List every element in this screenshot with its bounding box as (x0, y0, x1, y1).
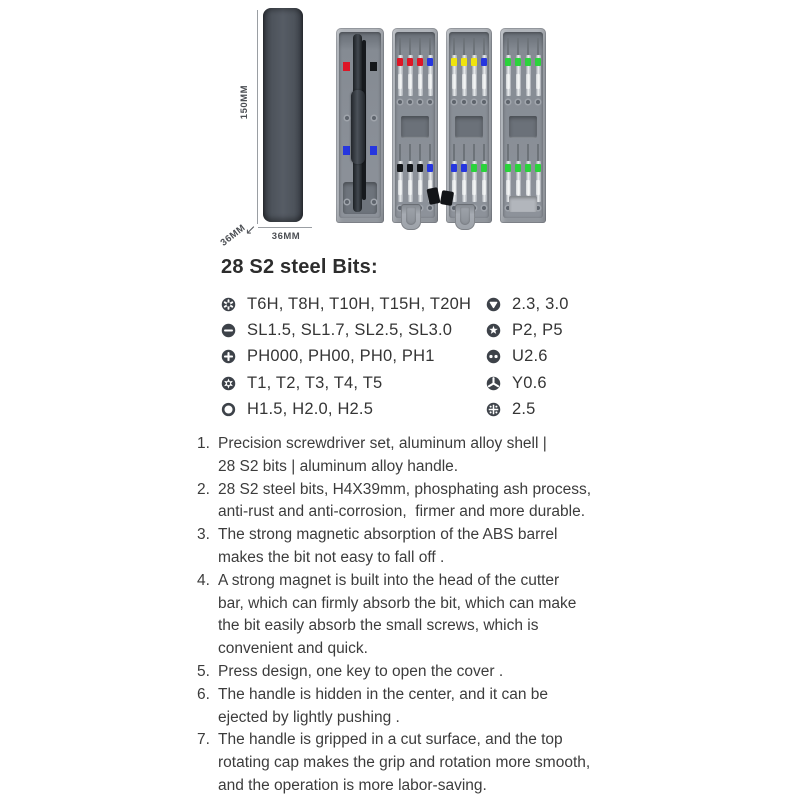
phillips-icon (221, 349, 236, 364)
width-dimension-line (258, 227, 312, 228)
triangle-icon (486, 297, 501, 312)
bit-color-band (481, 58, 487, 66)
bit-label (408, 180, 412, 195)
bit-label (516, 74, 520, 89)
bit-label (516, 180, 520, 195)
bit-color-band (515, 164, 521, 172)
screwdriver-bit (516, 38, 521, 96)
bit-label (418, 180, 422, 195)
bit-hole (428, 206, 432, 210)
bit-label (536, 180, 540, 195)
feature-line: bar, which can firmly absorb the bit, which can make (218, 594, 577, 612)
feature-line: makes the bit not easy to fall off . (218, 548, 445, 566)
bit-hole (482, 100, 486, 104)
bit-label (482, 180, 486, 195)
bit-color-band (525, 164, 531, 172)
feature-line: rotating cap makes the grip and rotation more smooth, (218, 754, 591, 772)
bits-row (503, 38, 543, 96)
width-dimension-label: 36MM (271, 231, 301, 242)
latch-part-2 (440, 190, 454, 206)
feature-line: Precision screwdriver set, aluminum alloy shell | (218, 435, 547, 452)
tray-middle-recess (509, 116, 537, 138)
feature-line: The handle is hidden in the center, and it can be (218, 685, 549, 703)
bit-trays (336, 28, 551, 238)
bit-row (486, 370, 569, 396)
bit-shaft (342, 40, 344, 62)
feature-item-6 (197, 684, 617, 730)
bit-label (462, 180, 466, 195)
screwdriver-bit (536, 144, 541, 202)
bit-tray-1 (336, 28, 384, 223)
bit-color-band (535, 164, 541, 172)
bit-sizes: PH000, PH00, PH0, PH1 (247, 347, 435, 366)
bit-row (486, 344, 569, 370)
feature-line: The strong magnetic absorption of the ABS barrel (218, 526, 558, 544)
bit-sizes: P2, P5 (512, 321, 563, 340)
bits-list-right (486, 291, 569, 423)
bit-sizes: Y0.6 (512, 373, 547, 392)
bit-label (482, 74, 486, 89)
bit-label (472, 74, 476, 89)
bit-hole (372, 200, 376, 204)
bit-color-band (471, 164, 477, 172)
screwdriver-bit (408, 38, 413, 96)
feature-line: anti-rust and anti-corrosion, firmer and more durable. (218, 503, 585, 521)
bit-tray-4 (500, 28, 546, 223)
feature-number: 1. (197, 435, 210, 452)
bit-color-band (370, 62, 377, 71)
bit-label (472, 180, 476, 195)
bit-shaft (369, 40, 371, 62)
bit-sizes: 2.5 (512, 400, 536, 419)
bit-color-band (343, 146, 350, 155)
feature-lines (218, 661, 617, 684)
screwdriver-bit (428, 38, 433, 96)
bit-label (398, 74, 402, 89)
bit-row (221, 291, 471, 317)
cross-icon (486, 402, 501, 417)
bit-color-band (427, 164, 433, 172)
bit-group (449, 144, 489, 210)
y-type-icon (486, 376, 501, 391)
bit-sizes: H1.5, H2.0, H2.5 (247, 400, 374, 419)
screwdriver-bit (343, 124, 350, 196)
bit-color-band (343, 62, 350, 71)
tray-latch-tab (455, 204, 475, 230)
bit-color-band (397, 58, 403, 66)
bit-color-band (461, 164, 467, 172)
screwdriver-bit (472, 144, 477, 202)
feature-line: 28 S2 steel bits, H4X39mm, phosphating ash process, (218, 480, 592, 498)
bit-label (536, 74, 540, 89)
bit-group (395, 38, 435, 104)
bit-group (449, 38, 489, 104)
bit-hole (345, 200, 349, 204)
bit-hole (418, 100, 422, 104)
bit-hole (536, 100, 540, 104)
screwdriver-bit (472, 38, 477, 96)
feature-list (197, 433, 617, 798)
u-type-icon (486, 349, 501, 364)
bit-label (526, 180, 530, 195)
bit-holes-row (395, 100, 435, 104)
bit-hole (428, 100, 432, 104)
screwdriver-bit (462, 144, 467, 202)
bit-hole (345, 116, 349, 120)
bit-color-band (515, 58, 521, 66)
bit-label (526, 74, 530, 89)
bits-heading: 28 S2 steel Bits: (221, 256, 378, 278)
bit-hole (462, 100, 466, 104)
bit-hole (398, 100, 402, 104)
bits-row (395, 38, 435, 96)
bits-row (449, 38, 489, 96)
latch-part-1 (426, 187, 440, 205)
bit-row (221, 370, 471, 396)
bit-holes-row (503, 100, 543, 104)
tray-inner (449, 32, 489, 218)
feature-lines (218, 684, 617, 730)
bit-sizes: T1, T2, T3, T4, T5 (247, 373, 383, 392)
feature-item-2 (197, 479, 617, 525)
bit-shaft (342, 124, 344, 146)
hex-icon (221, 402, 236, 417)
feature-lines (218, 570, 617, 661)
bit-label (452, 74, 456, 89)
feature-number: 5. (197, 662, 210, 680)
bit-row (221, 397, 471, 423)
bit-row (486, 291, 569, 317)
depth-arrow-icon: ↙ (245, 222, 256, 237)
slotted-icon (221, 323, 236, 338)
bit-sizes: U2.6 (512, 347, 548, 366)
bit-holes-row (449, 100, 489, 104)
bit-label (398, 180, 402, 195)
feature-number: 3. (197, 526, 210, 544)
screwdriver-bit (452, 38, 457, 96)
tray-bottom-slot (509, 196, 537, 212)
bit-color-band (505, 58, 511, 66)
feature-line: A strong magnet is built into the head of the cutter (218, 571, 560, 589)
feature-lines (218, 524, 617, 570)
screwdriver-bit (408, 144, 413, 202)
product-images (0, 0, 800, 255)
bit-color-band (535, 58, 541, 66)
screwdriver-bit (418, 38, 423, 96)
feature-line: convenient and quick. (218, 640, 368, 658)
screwdriver-bit (482, 144, 487, 202)
feature-number: 4. (197, 571, 210, 589)
bit-label (428, 74, 432, 89)
bit-row (221, 344, 471, 370)
feature-line: ejected by lightly pushing . (218, 708, 400, 726)
bit-color-band (451, 164, 457, 172)
bit-color-band (427, 58, 433, 66)
feature-lines (218, 729, 617, 797)
feature-number: 2. (197, 480, 210, 498)
torx-security-icon (221, 297, 236, 312)
bit-color-band (397, 164, 403, 172)
bits-list-left (221, 291, 471, 423)
height-dimension-label: 150MM (239, 85, 250, 120)
bits-row (449, 144, 489, 202)
feature-line: 28 S2 bits | aluminum alloy handle. (218, 457, 459, 475)
bit-hole (408, 100, 412, 104)
bit-color-band (505, 164, 511, 172)
feature-number: 7. (197, 731, 210, 749)
torx-icon (221, 376, 236, 391)
feature-line: and the operation is more labor-saving. (218, 776, 487, 794)
bit-label (506, 74, 510, 89)
feature-item-4 (197, 570, 617, 661)
bit-label (370, 155, 377, 175)
bit-color-band (417, 58, 423, 66)
feature-line: Press design, one key to open the cover . (218, 662, 504, 680)
bit-shaft (369, 124, 371, 146)
screwdriver-bit (398, 38, 403, 96)
bit-hole (506, 100, 510, 104)
feature-line: The handle is gripped in a cut surface, and the top (218, 731, 563, 749)
depth-dimension-label: 36MM (218, 222, 248, 249)
bit-label (370, 71, 377, 91)
bit-sizes: 2.3, 3.0 (512, 294, 569, 313)
tray-middle-recess (401, 116, 429, 138)
screwdriver-bit (526, 144, 531, 202)
bit-group (503, 38, 543, 104)
bit-color-band (451, 58, 457, 66)
bit-label (343, 71, 350, 91)
pentalobe-icon (486, 323, 501, 338)
feature-lines (218, 479, 617, 525)
bit-color-band (417, 164, 423, 172)
bit-label (462, 74, 466, 89)
screwdriver-bit (482, 38, 487, 96)
feature-line: the bit easily absorb the small screws, which is (218, 617, 539, 635)
screwdriver-bit (370, 124, 377, 196)
driver-grip (351, 90, 365, 164)
bit-row (486, 397, 569, 423)
screwdriver-case (263, 8, 303, 222)
tray-inner (503, 32, 543, 218)
screwdriver-bit (418, 144, 423, 202)
bit-hole (482, 206, 486, 210)
height-dimension-line (257, 10, 258, 224)
feature-item-3 (197, 524, 617, 570)
bit-row (486, 317, 569, 343)
bit-label (408, 74, 412, 89)
bit-label (418, 74, 422, 89)
feature-lines (218, 433, 617, 479)
bit-label (343, 155, 350, 175)
bit-sizes: SL1.5, SL1.7, SL2.5, SL3.0 (247, 321, 453, 340)
bit-hole (526, 100, 530, 104)
bit-hole (516, 100, 520, 104)
screwdriver-bit (370, 40, 377, 112)
screwdriver-bit (536, 38, 541, 96)
feature-item-7 (197, 729, 617, 797)
screwdriver-bit (526, 38, 531, 96)
feature-item-5 (197, 661, 617, 684)
tray-inner (339, 32, 381, 218)
bit-hole (472, 100, 476, 104)
bit-color-band (525, 58, 531, 66)
bit-color-band (461, 58, 467, 66)
screwdriver-bit (506, 144, 511, 202)
bit-label (506, 180, 510, 195)
bit-color-band (481, 164, 487, 172)
screwdriver-bit (398, 144, 403, 202)
bit-row (221, 317, 471, 343)
bit-color-band (471, 58, 477, 66)
feature-number: 6. (197, 685, 210, 703)
screwdriver-bit (462, 38, 467, 96)
bits-row (503, 144, 543, 202)
tray-latch-tab (401, 204, 421, 230)
tray-middle-recess (455, 116, 483, 138)
bit-color-band (407, 58, 413, 66)
feature-item-1 (197, 433, 617, 479)
bit-color-band (407, 164, 413, 172)
screwdriver-bit (506, 38, 511, 96)
bit-color-band (370, 146, 377, 155)
bit-sizes: T6H, T8H, T10H, T15H, T20H (247, 294, 472, 313)
screwdriver-bit (516, 144, 521, 202)
bit-hole (452, 100, 456, 104)
screwdriver-bit (343, 40, 350, 112)
bit-hole (372, 116, 376, 120)
